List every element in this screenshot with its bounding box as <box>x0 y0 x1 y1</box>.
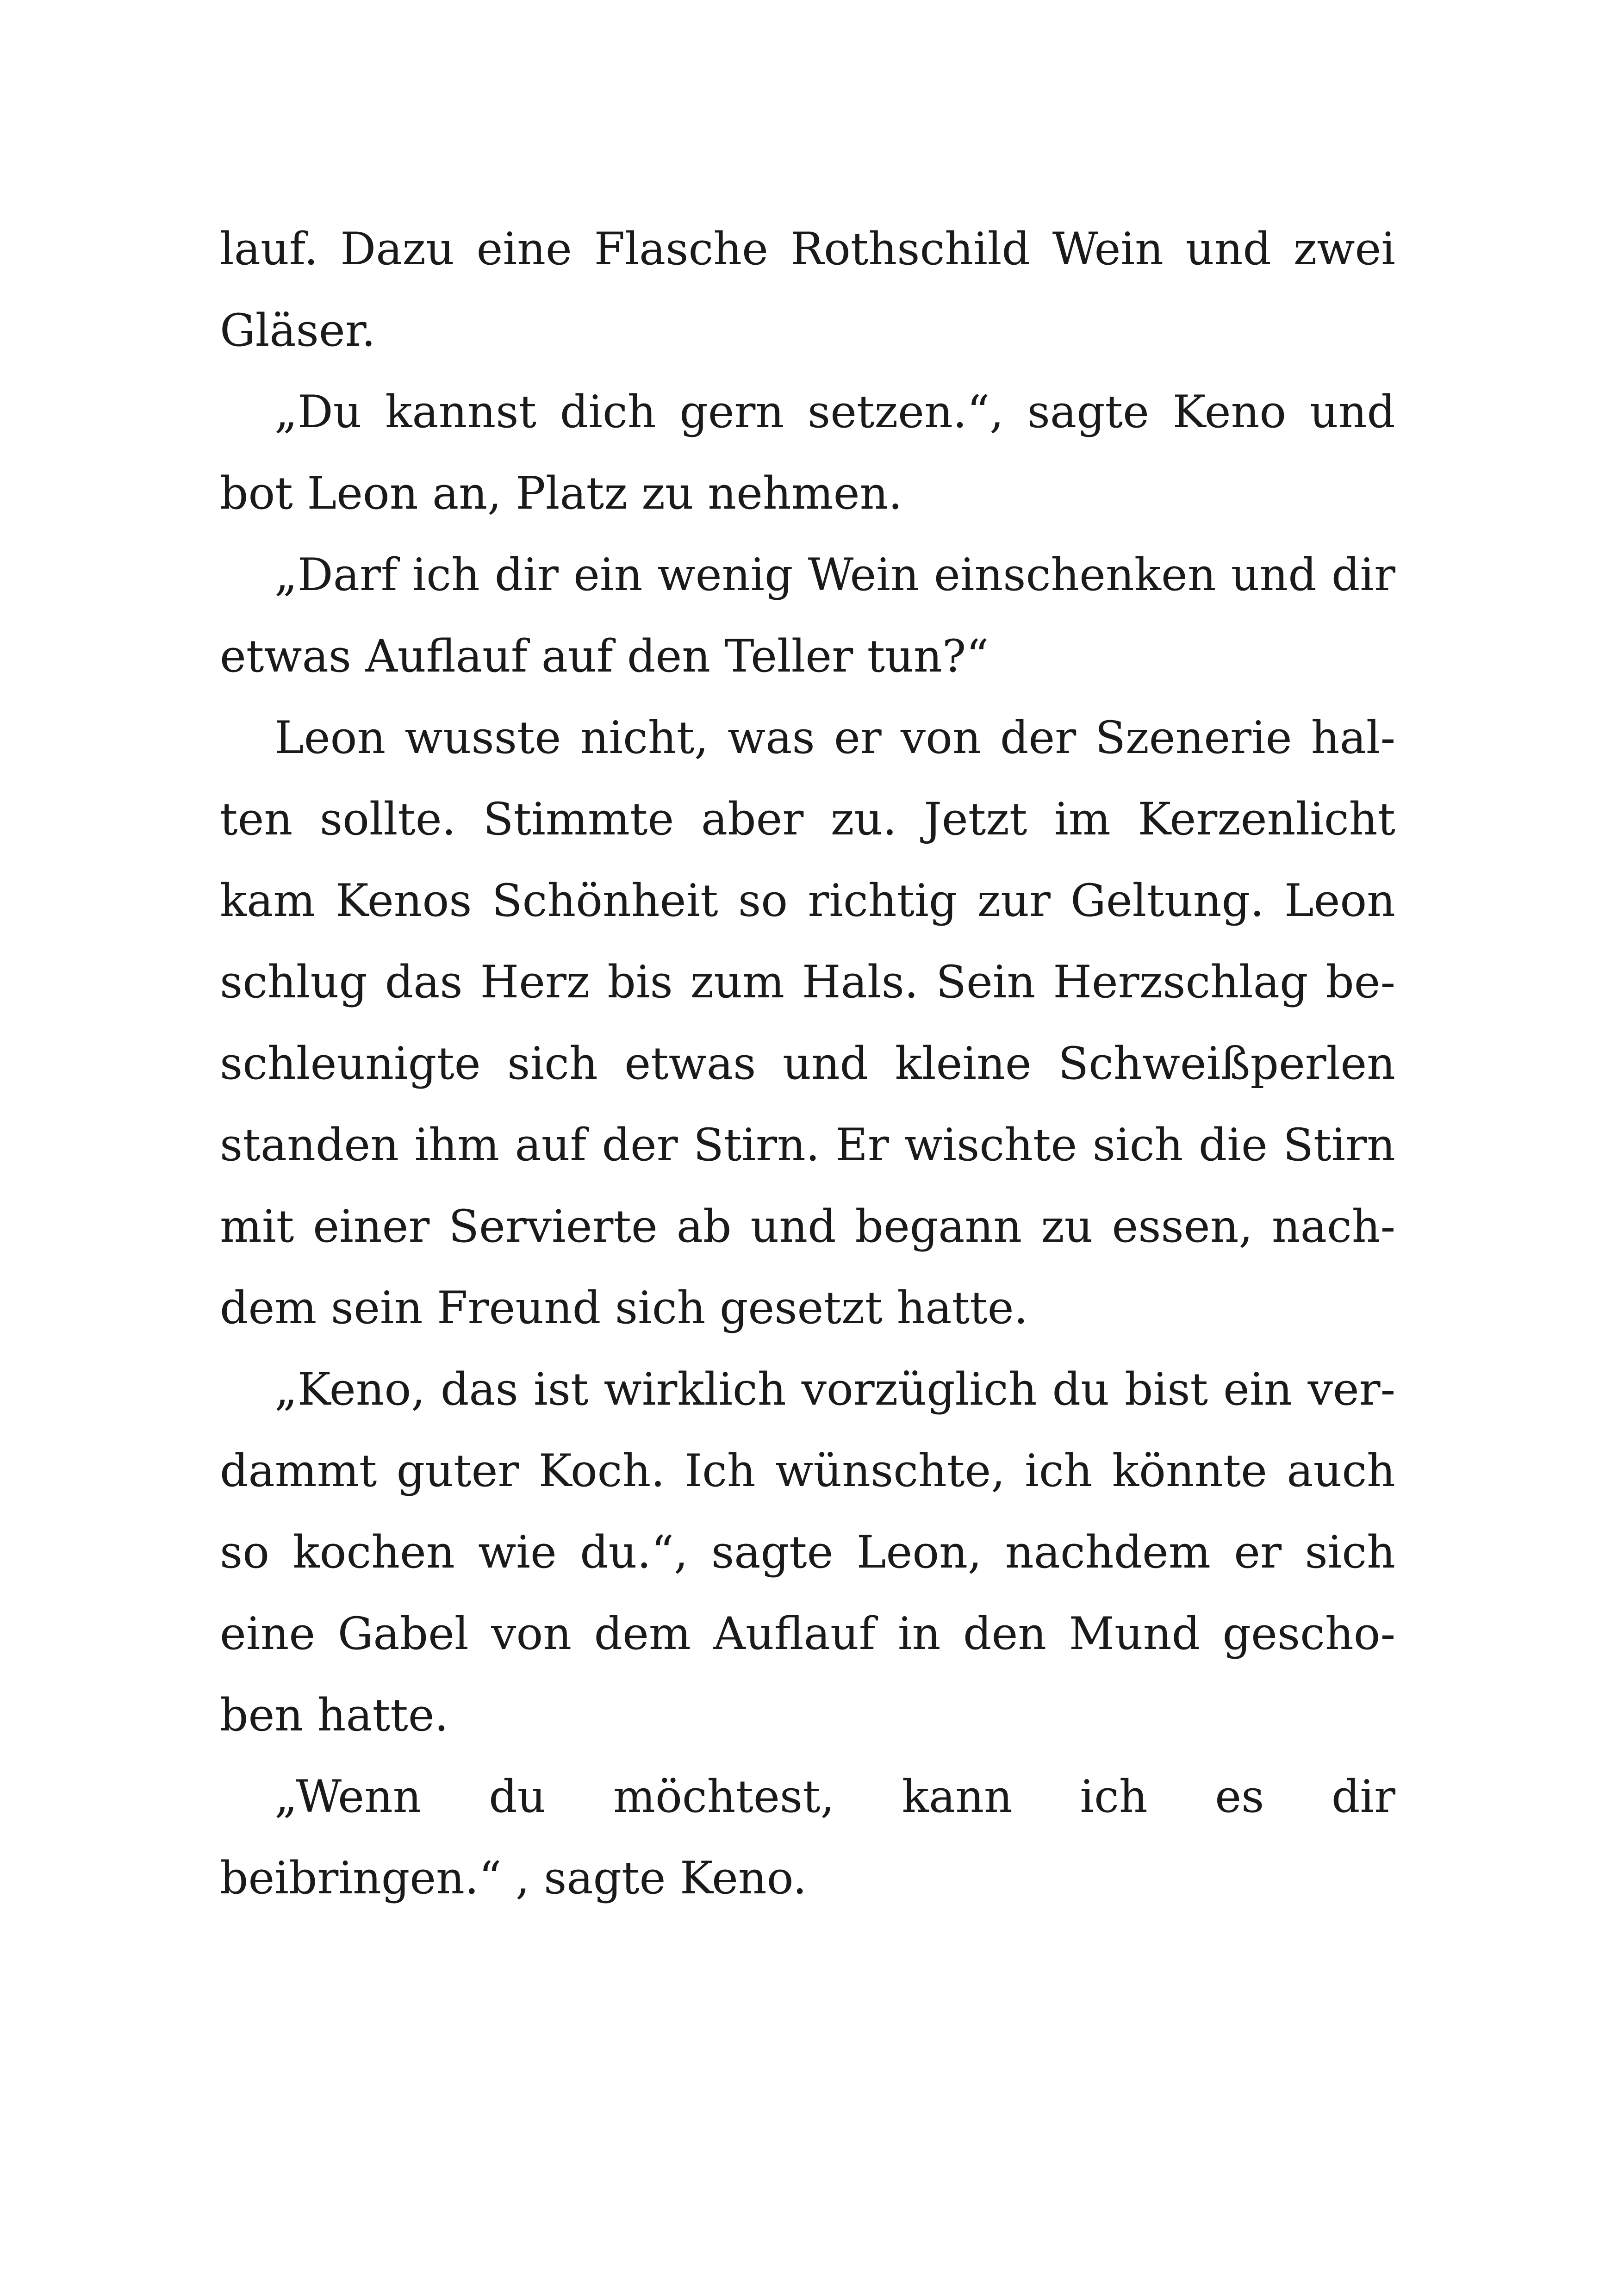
paragraph <box>220 208 1395 371</box>
text-line: kam Kenos Schönheit so richtig zur Geltung. Leon <box>220 875 1395 927</box>
text-line: eine Gabel von dem Auflauf in den Mund gescho- <box>220 1608 1395 1660</box>
text-line: etwas Auflauf auf den Teller tun?“ <box>220 630 989 682</box>
text-line: beibringen.“ , sagte Keno. <box>220 1852 807 1904</box>
text-line: ben hatte. <box>220 1689 449 1741</box>
paragraph <box>220 1756 1395 1919</box>
text-line: „Darf ich dir ein wenig Wein einschenken und dir <box>274 549 1395 601</box>
text-line: schleunigte sich etwas und kleine Schweißperlen <box>220 1038 1395 1089</box>
text-line: „Du kannst dich gern setzen.“, sagte Keno und <box>274 386 1395 438</box>
text-line: dem sein Freund sich gesetzt hatte. <box>220 1282 1028 1334</box>
text-line: dammt guter Koch. Ich wünschte, ich könnte auch <box>220 1445 1395 1497</box>
paragraph <box>220 534 1395 697</box>
text-line: lauf. Dazu eine Flasche Rothschild Wein und zwei <box>220 223 1395 275</box>
text-line: ten sollte. Stimmte aber zu. Jetzt im Kerzenlicht <box>220 793 1395 845</box>
paragraph <box>220 1349 1395 1756</box>
text-line: mit einer Servierte ab und begann zu essen, nach- <box>220 1201 1395 1252</box>
text-line: so kochen wie du.“, sagte Leon, nachdem er sich <box>220 1526 1395 1578</box>
text-line: Leon wusste nicht, was er von der Szenerie hal- <box>274 712 1395 764</box>
text-line: schlug das Herz bis zum Hals. Sein Herzschlag be- <box>220 956 1395 1008</box>
text-line: „Wenn du möchtest, kann ich es dir <box>274 1771 1395 1823</box>
paragraph <box>220 371 1395 534</box>
text-line: bot Leon an, Platz zu nehmen. <box>220 467 902 519</box>
text-line: „Keno, das ist wirklich vorzüglich du bist ein ver- <box>274 1363 1395 1415</box>
text-line: Gläser. <box>220 305 376 356</box>
paragraph <box>220 697 1395 1349</box>
text-line: standen ihm auf der Stirn. Er wischte sich die Stirn <box>220 1119 1395 1171</box>
body-text <box>220 208 1395 1919</box>
